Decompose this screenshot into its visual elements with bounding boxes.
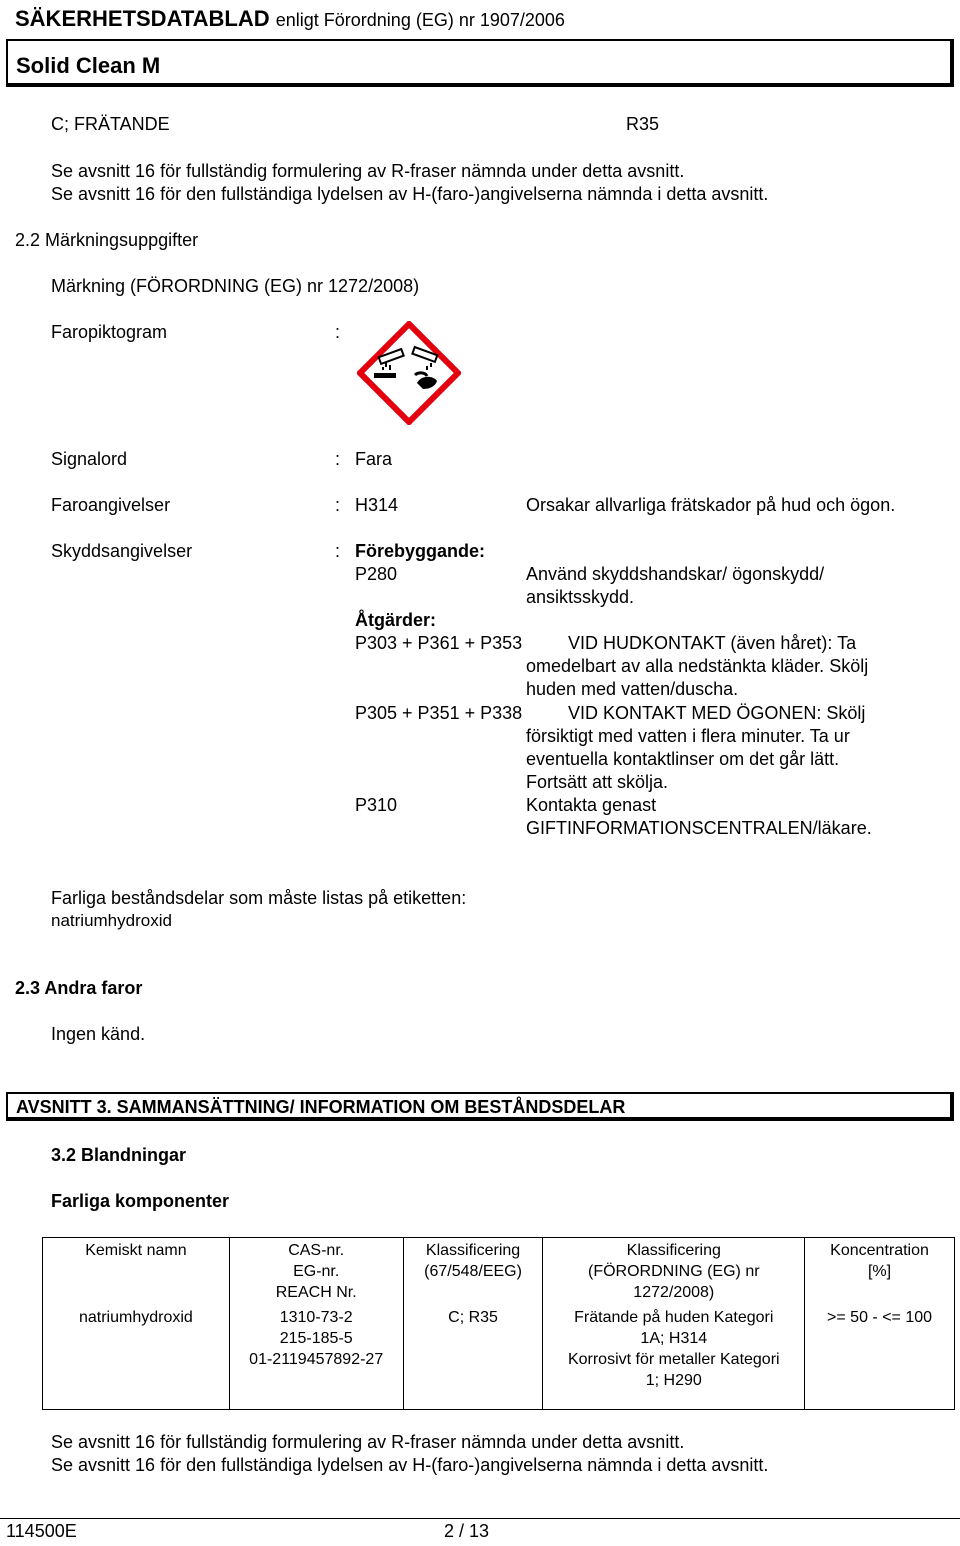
cell-cas-ec-reach: 1310-73-2 215-185-5 01-2119457892-27 [229,1305,403,1410]
section-3-h-phrase-note: Se avsnitt 16 för den fullständiga lydelsen av H-(faro-)angivelserna nämnda i detta avsnitt. [51,1455,769,1475]
header-chemical-name: Kemiskt namn [43,1238,230,1306]
p280-code: P280 [355,564,398,584]
p305-text-3: eventuella kontaktlinser om det går lätt. [526,749,840,769]
p305-code: P305 + P351 + P338 [355,703,523,723]
labelling-regulation: Märkning (FÖRORDNING (EG) nr 1272/2008) [51,276,420,296]
product-name-box [6,39,954,87]
hazard-code: H314 [355,495,399,515]
p280-text-2: ansiktsskydd. [526,587,635,607]
p303-code: P303 + P361 + P353 [355,633,523,653]
p310-code: P310 [355,795,398,815]
cell-classification-clp: Frätande på huden Kategori 1A; H314 Korrosivt för metaller Kategori 1; H290 [543,1305,805,1410]
p303-text-1: VID HUDKONTAKT (även håret): Ta [568,633,857,653]
section-2-3-text: Ingen känd. [51,1024,146,1044]
hazard-statements-label: Faroangivelser [51,495,171,515]
header-classification-dsd: Klassificering (67/548/EEG) [403,1238,543,1306]
p310-text-2: GIFTINFORMATIONSCENTRALEN/läkare. [526,818,872,838]
p305-text-1: VID KONTAKT MED ÖGONEN: Skölj [568,703,866,723]
hazard-statements-colon: : [335,495,341,515]
prevention-heading: Förebyggande: [355,541,486,561]
section-3-box [6,1092,954,1121]
classification-code: R35 [626,114,660,134]
signal-word-value: Fara [355,449,393,469]
section-2-2-title: 2.2 Märkningsuppgifter [15,230,199,250]
cell-concentration: >= 50 - <= 100 [805,1305,955,1410]
pictogram-label: Faropiktogram [51,322,168,342]
section-2-3-title: 2.3 Andra faror [15,978,143,998]
p280-text-1: Använd skyddshandskar/ ögonskydd/ [526,564,825,584]
response-heading: Åtgärder: [355,610,437,630]
signal-word-colon: : [335,449,341,469]
components-table [42,1237,955,1410]
cell-chemical-name: natriumhydroxid [43,1305,230,1410]
section-3-2-title: 3.2 Blandningar [51,1145,187,1165]
label-components-heading: Farliga beståndsdelar som måste listas på etiketten: [51,888,467,908]
r-phrase-note: Se avsnitt 16 för fullständig formulering av R-fraser nämnda under detta avsnitt. [51,161,685,181]
header-concentration: Koncentration [%] [805,1238,955,1306]
section-3-title: AVSNITT 3. SAMMANSÄTTNING/ INFORMATION OM BESTÅNDSDELAR [16,1097,626,1117]
p303-text-2: omedelbart av alla nedstänkta kläder. Skölj [526,656,869,676]
product-name: Solid Clean M [16,53,161,78]
table-header-row [43,1238,955,1306]
header-classification-clp: Klassificering (FÖRORDNING (EG) nr 1272/2008) [543,1238,805,1306]
p303-text-3: huden med vatten/duscha. [526,679,739,699]
document-title-main: SÄKERHETSDATABLAD [15,6,270,31]
cell-classification-dsd: C; R35 [403,1305,543,1410]
table-row [43,1305,955,1410]
h-phrase-note: Se avsnitt 16 för den fullständiga lydelsen av H-(faro-)angivelserna nämnda i detta avsnitt. [51,184,769,204]
footer-divider [0,1518,960,1519]
header-cas-ec-reach: CAS-nr. EG-nr. REACH Nr. [229,1238,403,1306]
pictogram-colon: : [335,322,341,342]
p305-text-4: Fortsätt att skölja. [526,772,669,792]
label-components-value: natriumhydroxid [51,911,172,930]
classification-label: C; FRÄTANDE [51,114,170,134]
components-heading: Farliga komponenter [51,1191,230,1211]
document-title [15,6,565,32]
footer-document-number: 114500E [6,1521,77,1541]
corrosion-icon [357,321,461,425]
precautionary-label: Skyddsangivelser [51,541,193,561]
section-3-r-phrase-note: Se avsnitt 16 för fullständig formulering av R-fraser nämnda under detta avsnitt. [51,1432,685,1452]
signal-word-label: Signalord [51,449,128,469]
document-title-sub: enligt Förordning (EG) nr 1907/2006 [275,10,565,30]
hazard-text: Orsakar allvarliga frätskador på hud och ögon. [526,495,896,515]
p305-text-2: försiktigt med vatten i flera minuter. Ta ur [526,726,850,746]
p310-text-1: Kontakta genast [526,795,657,815]
footer-page-number: 2 / 13 [444,1521,490,1541]
precautionary-colon: : [335,541,341,561]
document-header [0,0,960,34]
